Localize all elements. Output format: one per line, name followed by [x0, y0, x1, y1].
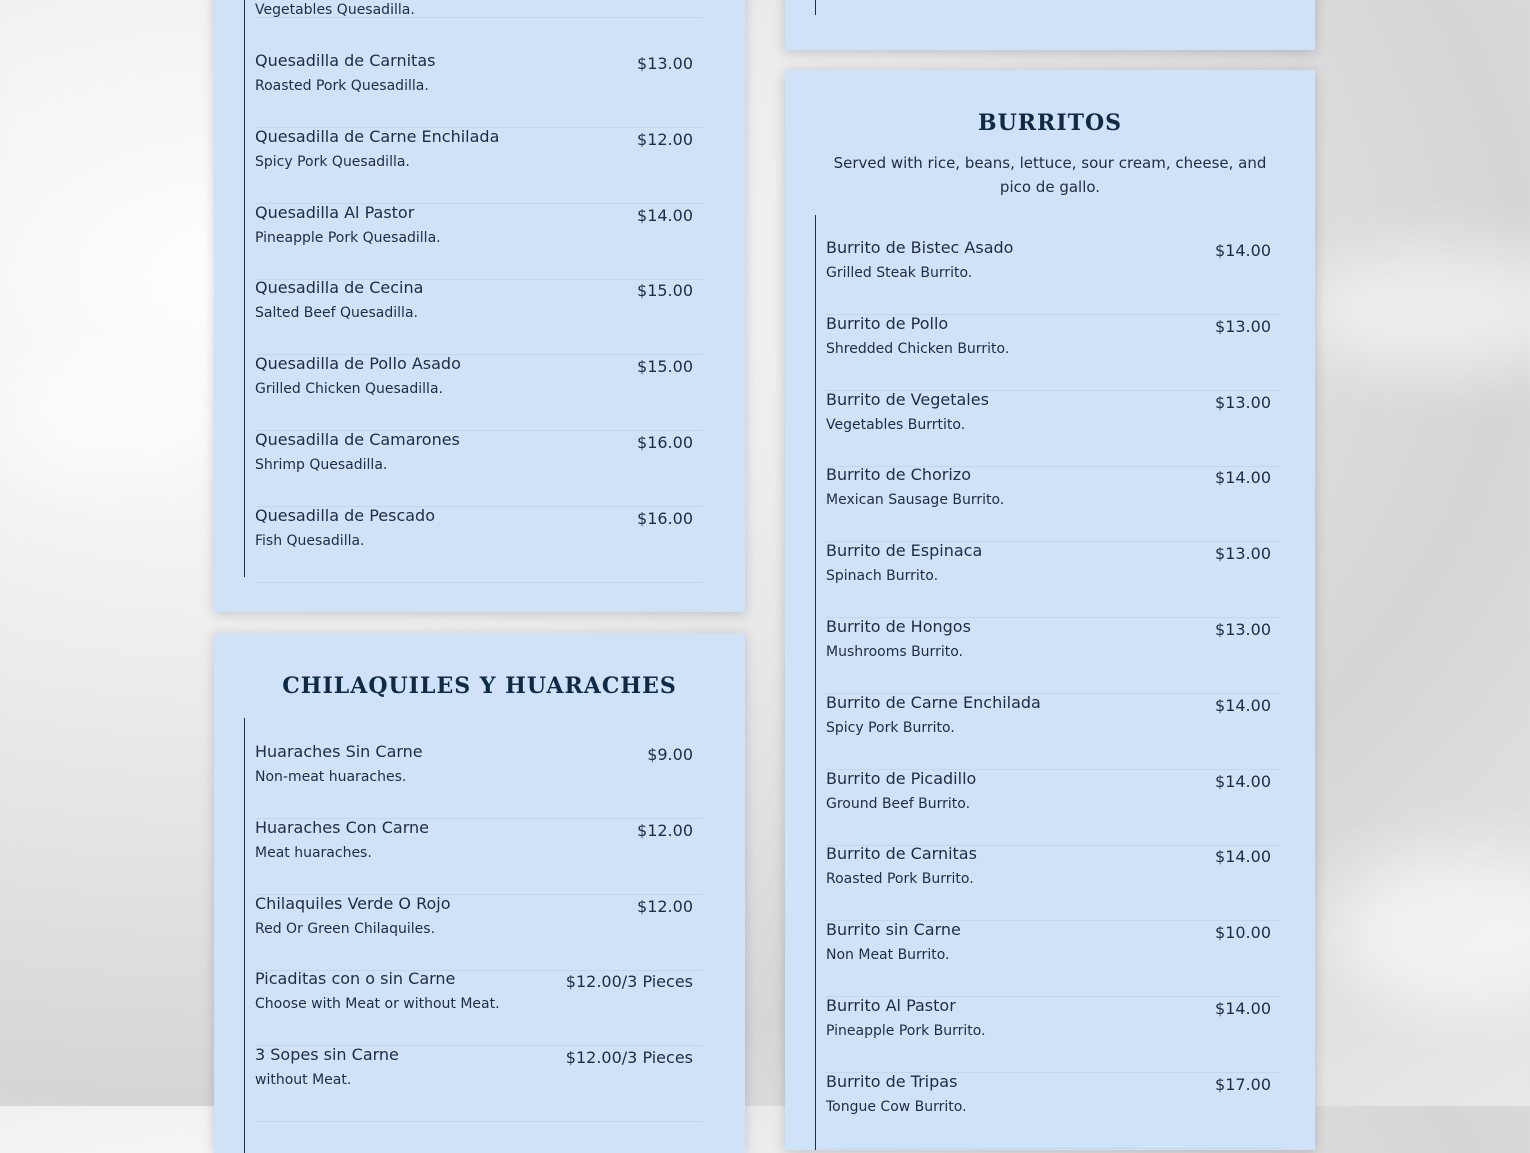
item-description: Pineapple Pork Quesadilla.	[255, 229, 441, 246]
item-name: Burrito de Hongos	[826, 617, 971, 636]
item-description: Choose with Meat or without Meat.	[255, 996, 500, 1013]
item-name: Quesadilla Al Pastor	[255, 202, 415, 222]
list-item	[826, 541, 1281, 618]
item-description: without Meat.	[255, 1072, 352, 1089]
item-price: $12.00/3 Pieces	[565, 972, 693, 992]
item-price: $14.00	[1215, 468, 1271, 488]
item-description: Grilled Steak Burrito.	[826, 265, 973, 281]
list-item	[255, 969, 703, 1046]
item-description: Red Or Green Chilaquiles.	[255, 920, 436, 937]
chilaquiles-list	[244, 718, 705, 1153]
section-title: CHILAQUILES Y HUARACHES	[282, 673, 677, 699]
item-name: Quesadilla de Pollo Asado	[255, 354, 461, 374]
item-description: Salted Beef Quesadilla.	[255, 305, 418, 322]
item-name: Picaditas con o sin Carne	[255, 969, 456, 989]
list-item	[255, 127, 703, 204]
item-description: Meat huaraches.	[255, 844, 372, 861]
item-description: Mushrooms Burrito.	[826, 644, 963, 660]
item-price: $12.00	[637, 820, 693, 840]
list-item	[826, 465, 1281, 542]
item-description: Fish Quesadilla.	[255, 532, 365, 549]
item-price: $13.00	[1215, 316, 1271, 336]
item-price: $12.00/3 Pieces	[565, 1048, 693, 1068]
burritos-list	[815, 215, 1276, 1150]
list-item	[255, 203, 703, 280]
item-description: Mexican Sausage Burrito.	[826, 492, 1005, 509]
item-price: $14.00	[1215, 771, 1271, 791]
list-item	[255, 354, 703, 431]
list-item	[826, 693, 1281, 770]
list-item	[255, 430, 703, 507]
item-price: $14.00	[1215, 695, 1271, 715]
item-name: Burrito de Carne Enchilada	[826, 692, 1041, 712]
list-item	[255, 742, 703, 819]
item-description: Spicy Pork Burrito.	[826, 719, 955, 736]
item-price: $13.00	[1215, 392, 1271, 412]
item-price: $12.00	[637, 129, 693, 149]
item-description: Non Meat Burrito.	[826, 947, 950, 964]
item-price: $13.00	[637, 54, 693, 73]
item-name: Burrito de Vegetales	[826, 389, 989, 409]
item-name: Burrito Al Pastor	[826, 996, 956, 1015]
item-price: $13.00	[1215, 544, 1271, 564]
list-item	[826, 1072, 1281, 1149]
item-price: $14.00	[637, 205, 693, 225]
quesadillas-list	[244, 0, 705, 577]
item-description: Tongue Cow Burrito.	[826, 1098, 967, 1115]
item-name: Burrito de Pollo	[826, 313, 949, 333]
item-name: Burrito de Espinaca	[826, 541, 983, 561]
item-description: Roasted Pork Quesadilla.	[255, 78, 429, 94]
item-name: Burrito de Carnitas	[826, 844, 977, 864]
item-name: Quesadilla de Camarones	[255, 430, 460, 449]
item-description: Vegetables Burrtito.	[826, 416, 966, 433]
list-item	[826, 920, 1281, 997]
item-price: $14.00	[1215, 241, 1271, 260]
item-name: Burrito de Bistec Asado	[826, 238, 1014, 257]
quesadillas-card	[214, 0, 745, 612]
previous-section-card	[785, 0, 1315, 50]
list-item	[826, 314, 1281, 391]
list-item	[255, 818, 703, 895]
item-price: $17.00	[1215, 1074, 1271, 1094]
item-name: Quesadilla de Carne Enchilada	[255, 126, 500, 146]
list-item	[255, 506, 703, 583]
list-item	[826, 238, 1281, 315]
list-item	[255, 894, 703, 971]
item-price: $15.00	[637, 357, 693, 377]
list-item	[255, 278, 703, 355]
item-name: Quesadilla de Carnitas	[255, 51, 436, 70]
list-item	[826, 617, 1281, 694]
item-price: $9.00	[647, 745, 693, 764]
item-name: Burrito de Tripas	[826, 1071, 958, 1091]
list-item	[826, 769, 1281, 846]
item-description: Non-meat huaraches.	[255, 769, 407, 785]
item-name: Chilaquiles Verde O Rojo	[255, 893, 451, 913]
item-description: Ground Beef Burrito.	[826, 795, 971, 812]
item-name: 3 Sopes sin Carne	[255, 1045, 399, 1065]
section-title: BURRITOS	[977, 110, 1123, 136]
item-description: Roasted Pork Burrito.	[826, 871, 974, 888]
item-description: Spinach Burrito.	[826, 568, 939, 585]
item-name: Burrito de Picadillo	[826, 768, 977, 788]
item-name: Quesadilla de Pescado	[255, 505, 435, 525]
list-item	[255, 0, 703, 18]
chilaquiles-card	[214, 633, 745, 1153]
item-price: $15.00	[637, 281, 693, 301]
item-description: Shredded Chicken Burrito.	[826, 340, 1010, 357]
item-price: $14.00	[1215, 999, 1271, 1018]
list-item	[826, 996, 1281, 1073]
item-name: Burrito sin Carne	[826, 920, 961, 940]
item-description: Pineapple Pork Burrito.	[826, 1023, 986, 1039]
previous-section-list	[815, 0, 1276, 15]
item-name: Huaraches Con Carne	[255, 817, 430, 837]
item-name: Huaraches Sin Carne	[255, 742, 423, 761]
item-price: $10.00	[1215, 923, 1271, 943]
burritos-card	[785, 70, 1315, 1150]
item-price: $16.00	[637, 508, 693, 528]
list-item	[826, 844, 1281, 921]
item-description: Vegetables Quesadilla.	[255, 2, 415, 18]
section-subtitle: Served with rice, beans, lettuce, sour cream, cheese, and pico de gallo.	[833, 154, 1267, 196]
item-name: Quesadilla de Cecina	[255, 278, 424, 298]
list-item	[826, 390, 1281, 467]
item-price: $12.00	[637, 896, 693, 916]
item-description: Spicy Pork Quesadilla.	[255, 153, 410, 170]
item-price: $16.00	[637, 433, 693, 452]
item-name: Burrito de Chorizo	[826, 465, 971, 485]
list-item	[255, 1045, 703, 1122]
item-description: Shrimp Quesadilla.	[255, 457, 388, 473]
item-price: $13.00	[1215, 620, 1271, 639]
item-description: Grilled Chicken Quesadilla.	[255, 381, 443, 398]
list-item	[255, 51, 703, 128]
item-price: $14.00	[1215, 847, 1271, 867]
